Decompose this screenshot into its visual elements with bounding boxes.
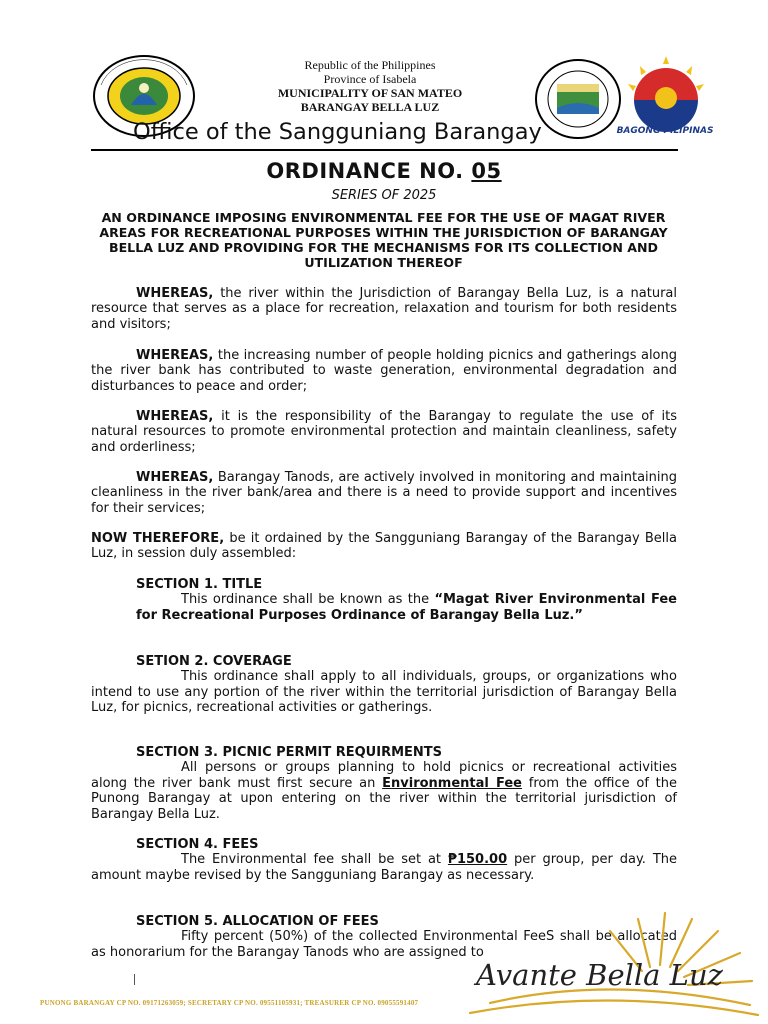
section-2-heading: SETION 2. COVERAGE: [136, 654, 292, 669]
whereas-clause-4: WHEREAS, Barangay Tanods, are actively involved in monitoring and maintaining cleanliness in the river bank/area and there is a need to provide support and incentives for their services;: [91, 470, 678, 516]
ordinance-number: 05: [471, 159, 502, 183]
letterhead: [240, 58, 500, 114]
ordinance-title: [0, 159, 768, 183]
section-4: SECTION 4. FEES The Environmental fee shall be set at ₱150.00 per group, per day. The amount maybe revised by the Sangguniang Barangay as necessary.: [91, 837, 677, 883]
municipality-line: MUNICIPALITY OF SAN MATEO: [277, 86, 463, 100]
section-1: SECTION 1. TITLE This ordinance shall be known as the “Magat River Environmental Fee for Recreational Purposes Ordinance of Barangay Bella Luz.”: [136, 577, 677, 623]
now-therefore-clause: NOW THEREFORE, be it ordained by the Sangguniang Barangay of the Barangay Bella Luz, in session duly assembled:: [91, 531, 677, 562]
office-title: Office of the Sangguniang Barangay: [133, 119, 542, 145]
section-5: SECTION 5. ALLOCATION OF FEES Fifty percent (50%) of the collected Environmental FeeS shall be allocated as honorarium for the Barangay Tanods who are assigned to: [91, 914, 677, 960]
ordinance-abstract: AN ORDINANCE IMPOSING ENVIRONMENTAL FEE FOR THE USE OF MAGAT RIVER AREAS FOR RECREATIONAL PURPOSES WITHIN THE JURISDICTION OF BARANGAY BELLA LUZ AND PROVIDING FOR THE MECHANISMS FOR ITS COLLECTION AND UTILIZATION THEREOF: [99, 210, 668, 270]
section-1-heading: SECTION 1. TITLE: [136, 577, 263, 592]
fee-amount: ₱150.00: [447, 852, 508, 868]
section-2: SETION 2. COVERAGE This ordinance shall apply to all individuals, groups, or organizations who intend to use any portion of the river within the territorial jurisdiction of Barangay Bella Luz, for picnics, recreational activities or gatherings.: [91, 654, 677, 716]
text-cursor: [134, 974, 135, 985]
footer-contacts: PUNONG BARANGAY CP NO. 09171263059; SECRETARY CP NO. 09551105931; TREASURER CP NO. 09055591407: [40, 999, 419, 1007]
ordinance-series: SERIES OF 2025: [331, 188, 437, 203]
section-5-heading: SECTION 5. ALLOCATION OF FEES: [136, 914, 379, 929]
header-divider: [91, 149, 678, 151]
signature-wordmark: Avante Bella Luz: [476, 958, 723, 992]
section-3: SECTION 3. PICNIC PERMIT REQUIRMENTS All persons or groups planning to hold picnics or recreational activities along the river bank must first secure an Environmental Fee from the office of the Punong Barangay at upon entering on the river within the territorial jurisdiction of Barangay Bella Luz.: [91, 745, 678, 822]
whereas-clause-1: WHEREAS, the river within the Jurisdiction of Barangay Bella Luz, is a natural resource that serves as a place for recreation, relaxation and tourism for both residents and visitors;: [91, 286, 677, 332]
whereas-clause-3: WHEREAS, it is the responsibility of the Barangay to regulate the use of its natural resources to promote environmental protection and maintain cleanliness, safety and orderliness;: [91, 409, 677, 455]
barangay-line: BARANGAY BELLA LUZ: [300, 100, 440, 114]
whereas-clause-2: WHEREAS, the increasing number of people holding picnics and gatherings along the river bank has contributed to waste generation, environmental degradation and disturbances to peace and order;: [91, 348, 678, 394]
section-4-heading: SECTION 4. FEES: [136, 837, 259, 852]
ordinance-prefix: ORDINANCE NO.: [266, 159, 464, 183]
province-line: Province of Isabela: [323, 72, 417, 86]
bagong-pilipinas-label: BAGONG PILIPINAS: [616, 126, 714, 136]
republic-line: Republic of the Philippines: [304, 58, 436, 72]
section-3-heading: SECTION 3. PICNIC PERMIT REQUIRMENTS: [136, 745, 443, 760]
